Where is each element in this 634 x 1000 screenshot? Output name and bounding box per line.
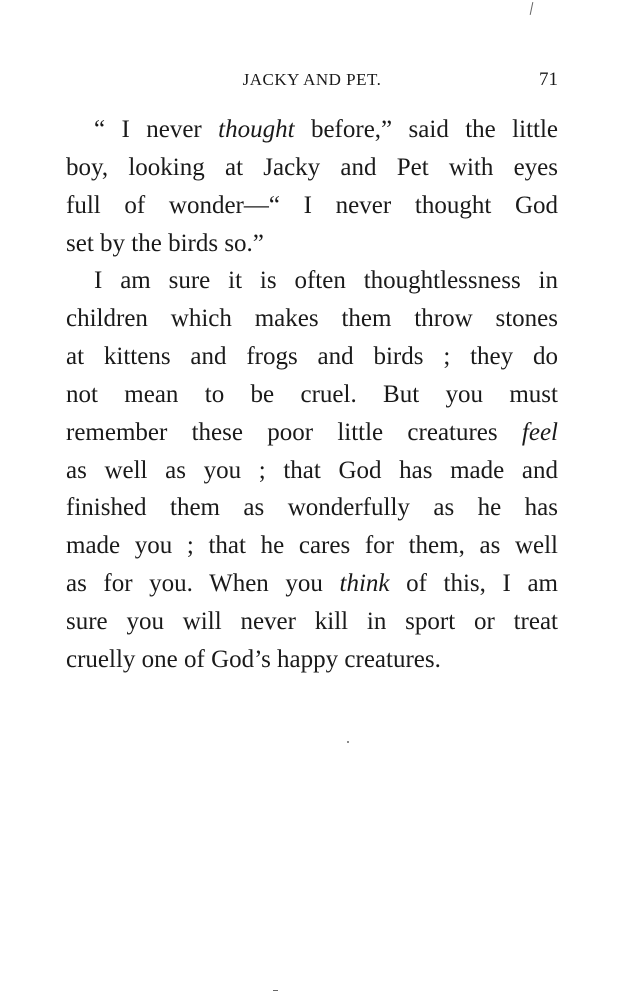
text-run: full of wonder—“ I never thought God — [66, 191, 558, 219]
text-run: made you ; that he cares for them, as well — [66, 532, 558, 560]
text-line — [66, 262, 558, 300]
text-run: as for you. When you — [66, 570, 340, 598]
text-line — [66, 452, 558, 490]
page-number: 71 — [539, 69, 558, 90]
paragraph — [66, 111, 558, 262]
text-line — [66, 376, 558, 414]
print-mark — [347, 741, 349, 743]
italic-word: feel — [521, 418, 558, 446]
text-line — [66, 527, 558, 565]
text-line — [66, 641, 558, 679]
text-run: at kittens and frogs and birds ; they do — [66, 343, 558, 371]
running-head — [66, 66, 558, 94]
text-line — [66, 187, 558, 225]
text-run: “ I never — [94, 116, 219, 143]
text-line — [66, 300, 558, 338]
text-run: as well as you ; that God has made and — [66, 456, 558, 484]
text-run: children which makes them throw stones — [66, 305, 558, 333]
text-run: boy, looking at Jacky and Pet with eyes — [66, 153, 558, 181]
text-line — [66, 414, 558, 452]
body-text — [66, 111, 558, 679]
text-run: of this, I am — [389, 570, 558, 598]
print-mark — [530, 2, 534, 15]
text-run: before,” said the little — [294, 116, 558, 143]
text-line — [66, 225, 558, 263]
text-run: sure you will never kill in sport or treat — [66, 607, 558, 635]
text-run: I am sure it is often thoughtlessness in — [94, 267, 558, 295]
text-line — [66, 149, 558, 187]
text-line — [66, 111, 558, 149]
text-run: not mean to be cruel. But you must — [66, 380, 558, 408]
text-run: cruelly one of God’s happy creatures. — [66, 645, 441, 673]
text-run: remember these poor little creatures — [66, 418, 522, 446]
text-line — [66, 603, 558, 641]
text-line — [66, 338, 558, 376]
italic-word: think — [339, 570, 390, 598]
text-line — [66, 565, 558, 603]
running-title: JACKY AND PET. — [242, 70, 382, 89]
text-run: finished them as wonderfully as he has — [66, 494, 558, 522]
text-line — [66, 489, 558, 527]
text-run: set by the birds so.” — [66, 229, 264, 257]
print-mark — [273, 990, 278, 991]
italic-word: thought — [218, 116, 295, 143]
paragraph — [66, 262, 558, 678]
